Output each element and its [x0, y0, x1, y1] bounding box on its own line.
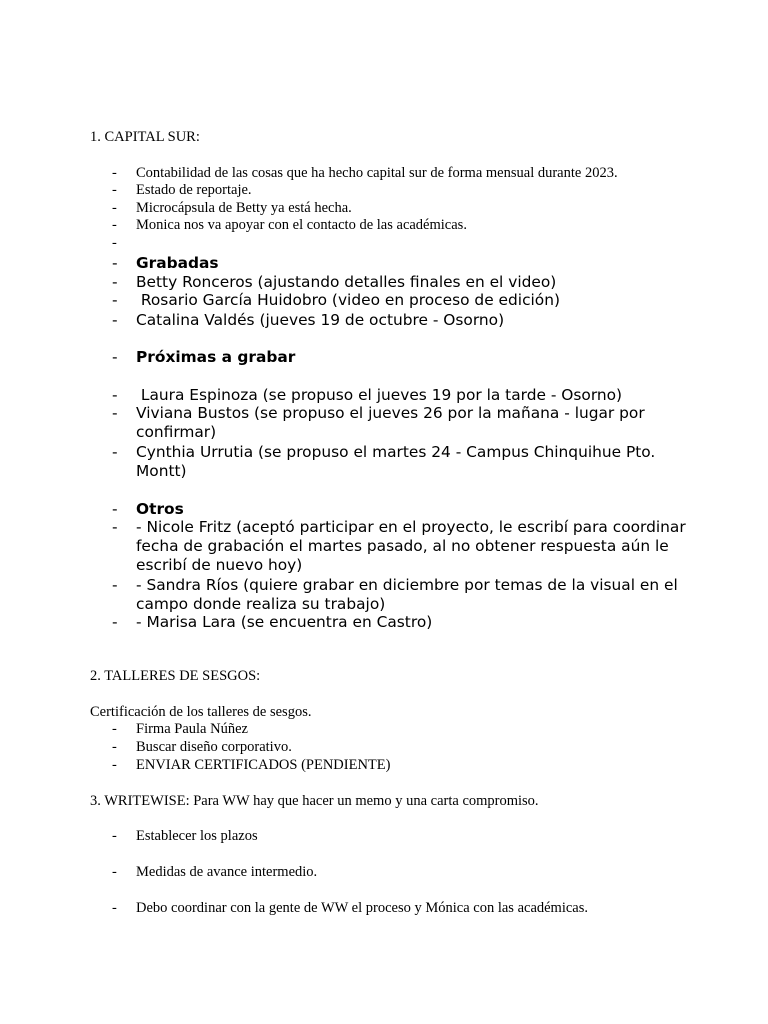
list-item: [112, 757, 702, 775]
list-item-text: Contabilidad de las cosas que ha hecho capital sur de forma mensual durante 2023.: [136, 165, 618, 181]
list-item: [112, 721, 702, 739]
bullet-dash: -: [112, 864, 117, 880]
list-item: [112, 386, 702, 405]
list-item-text: - Sandra Ríos (quiere grabar en diciembre por temas de la visual en el campo donde realiza su trabajo): [136, 576, 678, 613]
list-item: [112, 900, 702, 918]
list-item-text: Betty Ronceros (ajustando detalles finales en el video): [136, 273, 557, 291]
bullet-dash: -: [112, 739, 117, 755]
list-item: [112, 217, 702, 235]
list-item: [112, 518, 702, 575]
bullet-dash: -: [112, 291, 118, 309]
list-item-text: Monica nos va apoyar con el contacto de las académicas.: [136, 217, 467, 233]
list-item-text: Cynthia Urrutia (se propuso el martes 24 - Campus Chinquihue Pto. Montt): [136, 443, 656, 480]
list-item: [112, 576, 702, 614]
list-item: [112, 864, 702, 882]
bullet-dash: -: [112, 828, 117, 844]
bullet-dash: -: [112, 757, 117, 773]
list-item-text: Debo coordinar con la gente de WW el proceso y Mónica con las académicas.: [136, 900, 589, 916]
list-item: [112, 273, 702, 292]
list-item-text: - Marisa Lara (se encuentra en Castro): [136, 613, 433, 631]
list-item: [112, 739, 702, 757]
bullet-dash: -: [112, 518, 118, 536]
section-2-intro: Certificación de los talleres de sesgos.: [90, 704, 312, 720]
section-2-title: 2. TALLERES DE SESGOS:: [90, 668, 261, 684]
list-item-text: Medidas de avance intermedio.: [136, 864, 318, 880]
subheading-grabadas: [112, 254, 702, 273]
list-item-text: - Nicole Fritz (aceptó participar en el proyecto, le escribí para coordinar fecha de grabación el martes pasado, al no obtener respuesta aún le escribí de nuevo hoy): [136, 518, 686, 574]
list-item-text: Rosario García Huidobro (video en proceso de edición): [136, 291, 560, 309]
list-item-text: Laura Espinoza (se propuso el jueves 19 por la tarde - Osorno): [136, 386, 623, 404]
list-item-text: ENVIAR CERTIFICADOS (PENDIENTE): [136, 757, 391, 773]
bullet-dash: -: [112, 500, 118, 518]
bullet-dash: -: [112, 900, 117, 916]
bullet-dash: -: [112, 254, 118, 272]
section-3-title: 3. WRITEWISE: Para WW hay que hacer un memo y una carta compromiso.: [90, 793, 539, 809]
list-item: [112, 613, 702, 632]
list-item-text: Microcápsula de Betty ya está hecha.: [136, 200, 352, 216]
list-item-text: Estado de reportaje.: [136, 182, 252, 198]
list-item: [112, 828, 702, 846]
bullet-dash: -: [112, 217, 117, 233]
list-item-text: Buscar diseño corporativo.: [136, 739, 292, 755]
bullet-dash: -: [112, 165, 117, 181]
subheading-otros: [112, 500, 702, 519]
list-item: [112, 404, 702, 442]
list-item: [112, 182, 702, 200]
subheading-text: Próximas a grabar: [136, 348, 296, 366]
bullet-dash: -: [112, 235, 117, 251]
bullet-dash: -: [112, 443, 118, 461]
list-item-text: Firma Paula Núñez: [136, 721, 248, 737]
list-item: [112, 291, 702, 310]
list-item: [112, 311, 702, 330]
bullet-dash: -: [112, 311, 118, 329]
section-1-title: 1. CAPITAL SUR:: [90, 129, 200, 145]
bullet-dash: -: [112, 404, 118, 422]
bullet-dash: -: [112, 721, 117, 737]
subheading-text: Grabadas: [136, 254, 219, 272]
list-item-text: Catalina Valdés (jueves 19 de octubre - Osorno): [136, 311, 505, 329]
list-item: [112, 443, 702, 481]
bullet-dash: -: [112, 182, 117, 198]
list-item: [112, 200, 702, 218]
list-item: [112, 165, 702, 183]
bullet-dash: -: [112, 200, 117, 216]
subheading-proximas: [112, 348, 702, 367]
bullet-dash: -: [112, 576, 118, 594]
subheading-text: Otros: [136, 500, 184, 518]
list-item-text: Viviana Bustos (se propuso el jueves 26 por la mañana - lugar por confirmar): [136, 404, 645, 441]
bullet-dash: -: [112, 273, 118, 291]
bullet-dash: -: [112, 613, 118, 631]
bullet-dash: -: [112, 386, 118, 404]
list-item-text: Establecer los plazos: [136, 828, 258, 844]
bullet-dash: -: [112, 348, 118, 366]
